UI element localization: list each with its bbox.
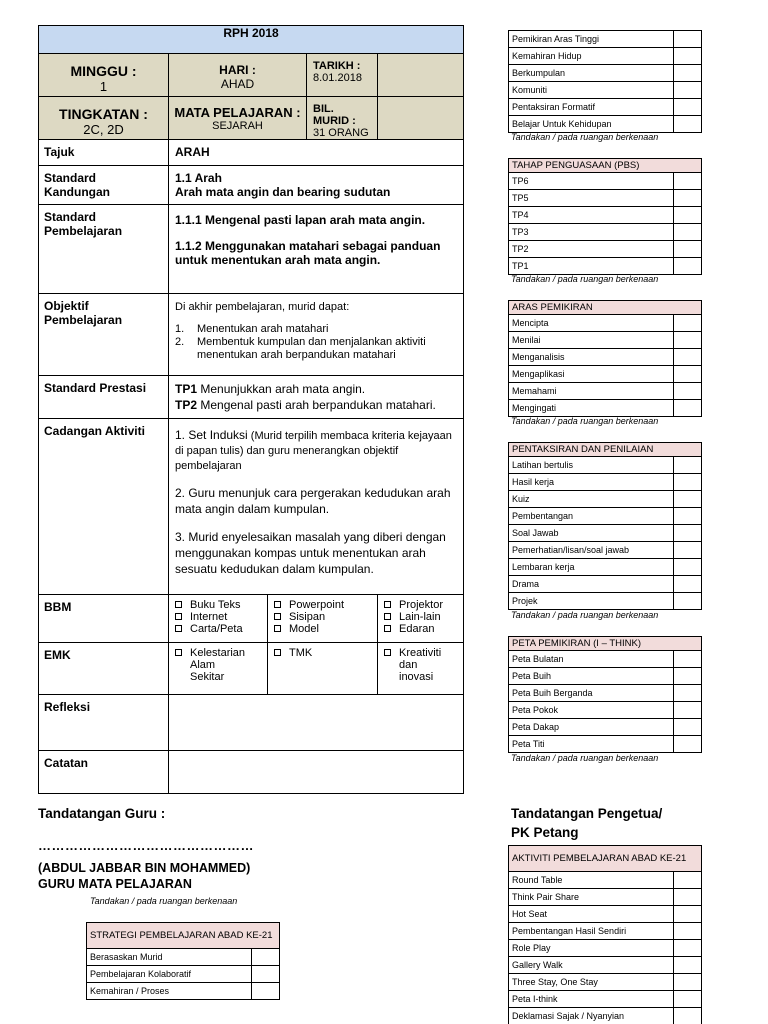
- pbs-head: TAHAP PENGUASAAN (PBS): [509, 159, 702, 173]
- peta-head: PETA PEMIKIRAN (I – THINK): [509, 637, 702, 651]
- tingkatan-cell: [39, 97, 169, 140]
- refleksi-field[interactable]: [169, 695, 464, 751]
- table-row: TP1: [509, 258, 702, 275]
- pentaksiran-head: PENTAKSIRAN DAN PENILAIAN: [509, 443, 702, 457]
- aktiviti-2: 2. Guru menunjuk cara pergerakan kedudukan arah mata angin dalam kumpulan.: [175, 486, 451, 516]
- tajuk-value: ARAH: [169, 140, 464, 166]
- table-row: Drama: [509, 576, 702, 593]
- top-checklist-table: [508, 30, 702, 133]
- strategi-table: [86, 922, 280, 1000]
- tick-cell[interactable]: [674, 923, 702, 940]
- teacher-name-block: [38, 860, 250, 892]
- tick-cell[interactable]: [674, 542, 702, 559]
- bbm-col-3: Projektor Lain-lain Edaran: [378, 595, 464, 643]
- list-item: 2. Membentuk kumpulan dan menjalankan aktiviti menentukan arah berpandukan matahari: [175, 336, 426, 361]
- tick-cell[interactable]: [674, 957, 702, 974]
- tick-cell[interactable]: [674, 224, 702, 241]
- checkbox[interactable]: [175, 601, 182, 608]
- table-row: Peta Pokok: [509, 702, 702, 719]
- tick-cell[interactable]: [674, 457, 702, 474]
- tick-cell[interactable]: [674, 719, 702, 736]
- table-row: Hasil kerja: [509, 474, 702, 491]
- table-row: Pembelajaran Kolaboratif: [87, 966, 280, 983]
- signature-line: …………………………………………: [38, 838, 254, 853]
- pentaksiran-table: [508, 442, 702, 610]
- pbs-table: [508, 158, 702, 275]
- tick-cell[interactable]: [674, 974, 702, 991]
- table-row: Belajar Untuk Kehidupan: [509, 116, 702, 133]
- refleksi-label: Refleksi: [39, 695, 169, 751]
- mata-pelajaran-value: SEJARAH: [212, 120, 263, 132]
- tajuk-label: Tajuk: [39, 140, 169, 166]
- standard-pembelajaran-label: Standard Pembelajaran: [39, 205, 169, 294]
- tick-cell[interactable]: [252, 983, 280, 1000]
- minggu-label: MINGGU :: [70, 63, 137, 79]
- emk-label: EMK: [39, 643, 169, 695]
- tick-cell[interactable]: [674, 736, 702, 753]
- strategi-head: STRATEGI PEMBELAJARAN ABAD KE-21: [87, 923, 280, 949]
- standard-prestasi-label: Standard Prestasi: [39, 376, 169, 419]
- tick-cell[interactable]: [674, 576, 702, 593]
- checkbox[interactable]: [384, 625, 391, 632]
- tick-cell[interactable]: [674, 116, 702, 133]
- table-row: Peta Titi: [509, 736, 702, 753]
- tick-cell[interactable]: [674, 315, 702, 332]
- table-row: Peta Dakap: [509, 719, 702, 736]
- instruction-note: Tandakan / pada ruangan berkenaan: [511, 274, 659, 284]
- teacher-name: (ABDUL JABBAR BIN MOHAMMED): [38, 861, 251, 875]
- table-row: Komuniti: [509, 82, 702, 99]
- hari-value: AHAD: [220, 77, 255, 91]
- tick-cell[interactable]: [674, 491, 702, 508]
- standard-prestasi-value: TP1 Menunjukkan arah mata angin. TP2 Mengenal pasti arah berpandukan matahari.: [169, 376, 464, 419]
- checkbox[interactable]: [175, 649, 182, 656]
- sp-item-1: 1.1.1 Mengenal pasti lapan arah mata angin.: [175, 213, 426, 227]
- catatan-field[interactable]: [169, 751, 464, 794]
- table-row: Berkumpulan: [509, 65, 702, 82]
- sk-line2: Arah mata angin dan bearing sudutan: [175, 185, 391, 199]
- table-row: Mengingati: [509, 400, 702, 417]
- minggu-value: 1: [99, 79, 108, 94]
- rph-title: RPH 2018: [39, 26, 464, 54]
- teacher-signature-title: Tandatangan Guru :: [38, 806, 166, 821]
- cadangan-aktiviti-label: Cadangan Aktiviti: [39, 419, 169, 595]
- tick-cell[interactable]: [674, 991, 702, 1008]
- tick-cell[interactable]: [674, 508, 702, 525]
- aras-pemikiran-table: [508, 300, 702, 417]
- tick-cell[interactable]: [674, 525, 702, 542]
- tick-cell[interactable]: [674, 173, 702, 190]
- tick-cell[interactable]: [674, 82, 702, 99]
- tick-cell[interactable]: [252, 966, 280, 983]
- instruction-note: Tandakan / pada ruangan berkenaan: [511, 610, 659, 620]
- tick-cell[interactable]: [674, 668, 702, 685]
- table-row: Three Stay, One Stay: [509, 974, 702, 991]
- table-row: Round Table: [509, 872, 702, 889]
- table-row: Mengaplikasi: [509, 366, 702, 383]
- table-row: TP2: [509, 241, 702, 258]
- tarikh-value: 8.01.2018: [313, 72, 362, 84]
- tick-cell[interactable]: [674, 593, 702, 610]
- checkbox[interactable]: [274, 613, 281, 620]
- tick-cell[interactable]: [674, 872, 702, 889]
- table-row: Kuiz: [509, 491, 702, 508]
- table-row: Gallery Walk: [509, 957, 702, 974]
- table-row: TP6: [509, 173, 702, 190]
- table-row: Hot Seat: [509, 906, 702, 923]
- table-row: Berasaskan Murid: [87, 949, 280, 966]
- objektif-value: [169, 294, 464, 376]
- tick-cell[interactable]: [674, 889, 702, 906]
- table-row: Projek: [509, 593, 702, 610]
- table-row: Peta Bulatan: [509, 651, 702, 668]
- table-row: Latihan bertulis: [509, 457, 702, 474]
- table-row: Peta Buih: [509, 668, 702, 685]
- table-row: Menganalisis: [509, 349, 702, 366]
- bbm-label: BBM: [39, 595, 169, 643]
- tick-cell[interactable]: [674, 332, 702, 349]
- tick-cell[interactable]: [674, 65, 702, 82]
- checkbox[interactable]: [175, 613, 182, 620]
- hari-label: HARI :: [219, 63, 256, 77]
- standard-kandungan-value: [169, 166, 464, 205]
- tick-cell[interactable]: [674, 685, 702, 702]
- tick-cell[interactable]: [252, 949, 280, 966]
- catatan-label: Catatan: [39, 751, 169, 794]
- checkbox[interactable]: [175, 625, 182, 632]
- table-row: TP4: [509, 207, 702, 224]
- checkbox[interactable]: [384, 649, 391, 656]
- checkbox[interactable]: [274, 601, 281, 608]
- table-row: Kemahiran Hidup: [509, 48, 702, 65]
- tick-cell[interactable]: [674, 258, 702, 275]
- checkbox[interactable]: [384, 601, 391, 608]
- aktiviti-abad-table: [508, 845, 702, 1024]
- table-row: Pembentangan Hasil Sendiri: [509, 923, 702, 940]
- table-row: Pemikiran Aras Tinggi: [509, 31, 702, 48]
- cadangan-aktiviti-value: 1. Set Induksi (Murid terpilih membaca kriteria kejayaan di papan tulis) dan guru menerangkan objektif pembelajaran 2. Guru menunjuk cara pergerakan kedudukan arah mata angin dalam kumpulan. 3. Murid enyelesaikan masalah yang diberi dengan menggunakan kompas untuk menentukan arah sesuatu kedudukan dalam kumpulan.: [169, 419, 464, 595]
- standard-pembelajaran-value: [169, 205, 464, 294]
- instruction-note: Tandakan / pada ruangan berkenaan: [511, 753, 659, 763]
- tick-cell[interactable]: [674, 241, 702, 258]
- bbm-col-2: Powerpoint Sisipan Model: [268, 595, 378, 643]
- instruction-note: Tandakan / pada ruangan berkenaan: [90, 896, 238, 906]
- tick-cell[interactable]: [674, 190, 702, 207]
- table-row: Peta Buih Berganda: [509, 685, 702, 702]
- aktiviti-abad-head: AKTIVITI PEMBELAJARAN ABAD KE-21: [509, 846, 702, 872]
- minggu-cell: [39, 54, 169, 97]
- objektif-intro: Di akhir pembelajaran, murid dapat:: [175, 301, 350, 313]
- table-row: Kemahiran / Proses: [87, 983, 280, 1000]
- emk-col-1: Kelestarian Alam Sekitar: [169, 643, 268, 695]
- checkbox[interactable]: [274, 625, 281, 632]
- tick-cell[interactable]: [674, 400, 702, 417]
- emk-col-3: Kreativiti dan inovasi: [378, 643, 464, 695]
- tick-cell[interactable]: [674, 31, 702, 48]
- tick-cell[interactable]: [674, 474, 702, 491]
- instruction-note: Tandakan / pada ruangan berkenaan: [511, 132, 659, 142]
- tick-cell[interactable]: [674, 366, 702, 383]
- table-row: TP5: [509, 190, 702, 207]
- tick-cell[interactable]: [674, 349, 702, 366]
- tick-cell[interactable]: [674, 651, 702, 668]
- bbm-col-1: Buku Teks Internet Carta/Peta: [169, 595, 268, 643]
- tarikh-cell: [307, 54, 377, 96]
- aras-head: ARAS PEMIKIRAN: [509, 301, 702, 315]
- table-row: Think Pair Share: [509, 889, 702, 906]
- table-row: Mencipta: [509, 315, 702, 332]
- tick-cell[interactable]: [674, 559, 702, 576]
- table-row: Menilai: [509, 332, 702, 349]
- table-row: Role Play: [509, 940, 702, 957]
- bil-murid-label: BIL. MURID :: [313, 103, 356, 127]
- tick-cell[interactable]: [674, 702, 702, 719]
- tick-cell[interactable]: [674, 1008, 702, 1024]
- tick-cell[interactable]: [674, 906, 702, 923]
- bil-murid-value: 31 ORANG: [313, 127, 369, 139]
- objektif-label: Objektif Pembelajaran: [39, 294, 169, 376]
- instruction-note: Tandakan / pada ruangan berkenaan: [511, 416, 659, 426]
- table-row: Memahami: [509, 383, 702, 400]
- sp-item-2: 1.1.2 Menggunakan matahari sebagai panduan untuk menentukan arah mata angin.: [175, 239, 441, 267]
- hari-cell: [169, 54, 307, 96]
- table-row: Lembaran kerja: [509, 559, 702, 576]
- mata-pelajaran-cell: [169, 97, 307, 139]
- tick-cell[interactable]: [674, 940, 702, 957]
- table-row: Soal Jawab: [509, 525, 702, 542]
- tick-cell[interactable]: [674, 48, 702, 65]
- tingkatan-label: TINGKATAN :: [59, 106, 148, 122]
- peta-pemikiran-table: [508, 636, 702, 753]
- checkbox[interactable]: [274, 649, 281, 656]
- tick-cell[interactable]: [674, 207, 702, 224]
- table-row: Peta I-think: [509, 991, 702, 1008]
- table-row: Pemerhatian/lisan/soal jawab: [509, 542, 702, 559]
- mata-pelajaran-label: MATA PELAJARAN :: [174, 105, 301, 120]
- bil-murid-cell: [307, 97, 377, 139]
- principal-signature-title: Tandatangan Pengetua/ PK Petang: [511, 806, 663, 840]
- sk-line1: 1.1 Arah: [175, 171, 222, 185]
- table-row: Pembentangan: [509, 508, 702, 525]
- list-item: 1. Menentukan arah matahari: [175, 323, 329, 335]
- rph-table: [38, 25, 464, 794]
- tick-cell[interactable]: [674, 99, 702, 116]
- table-row: Deklamasi Sajak / Nyanyian: [509, 1008, 702, 1024]
- checkbox[interactable]: [384, 613, 391, 620]
- tarikh-label: TARIKH :: [313, 60, 361, 72]
- table-row: Pentaksiran Formatif: [509, 99, 702, 116]
- tick-cell[interactable]: [674, 383, 702, 400]
- objektif-list: [175, 323, 457, 362]
- table-row: TP3: [509, 224, 702, 241]
- teacher-role: GURU MATA PELAJARAN: [38, 877, 192, 891]
- emk-col-2: TMK: [268, 643, 378, 695]
- aktiviti-3: 3. Murid enyelesaikan masalah yang diberi dengan menggunakan kompas untuk menentukan arah sesuatu kedudukan dalam kumpulan.: [175, 530, 446, 576]
- standard-kandungan-label: Standard Kandungan: [39, 166, 169, 205]
- tingkatan-value: 2C, 2D: [83, 122, 124, 137]
